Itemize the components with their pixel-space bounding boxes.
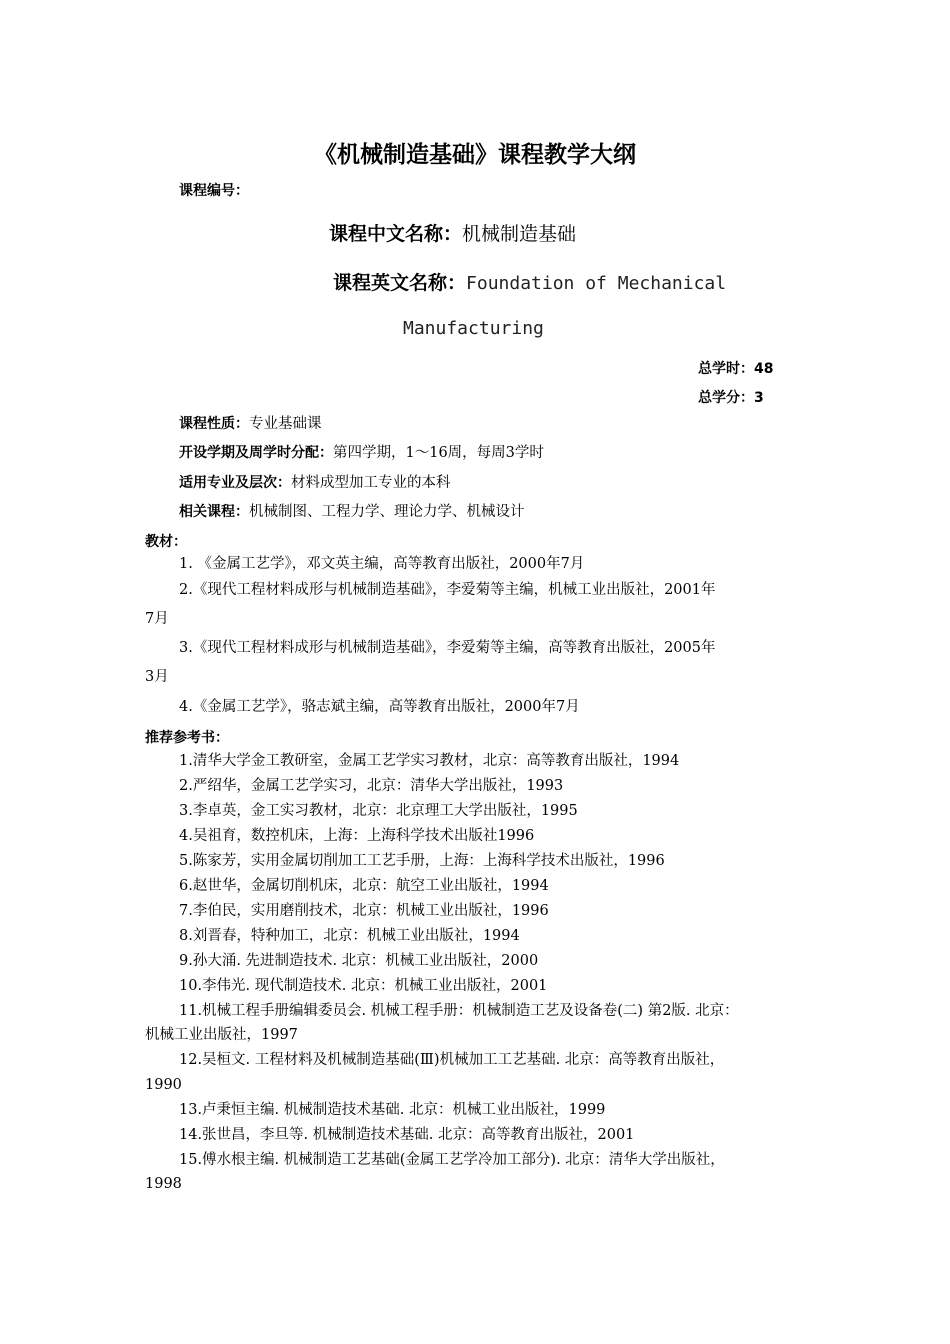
- ref-item: 5.陈家芳，实用金属切削加工工艺手册，上海：上海科学技术出版社，1996: [179, 853, 665, 869]
- related-value: 机械制图、工程力学、理论力学、机械设计: [249, 504, 525, 520]
- ref-item: 8.刘晋春，特种加工，北京：机械工业出版社，1994: [179, 928, 520, 944]
- textbook-item-cont: 7月: [145, 611, 169, 627]
- ref-item: 13.卢秉恒主编. 机械制造技术基础. 北京：机械工业出版社，1999: [179, 1102, 606, 1118]
- textbook-item: 2.《现代工程材料成形与机械制造基础》，李爱菊等主编，机械工业出版社，2001年: [179, 582, 716, 598]
- ref-item: 11.机械工程手册编辑委员会. 机械工程手册：机械制造工艺及设备卷(二) 第2版. 北京：: [179, 1003, 739, 1019]
- term-line: [179, 443, 544, 463]
- major-line: [179, 473, 451, 493]
- cn-name-label: 课程中文名称：: [329, 223, 463, 245]
- cn-name-line: [329, 219, 576, 246]
- related-label: 相关课程：: [179, 504, 249, 520]
- course-code-label: 课程编号：: [179, 183, 249, 199]
- textbook-item: 4.《金属工艺学》，骆志斌主编，高等教育出版社，2000年7月: [179, 699, 580, 715]
- term-value: 第四学期，1～16周，每周3学时: [333, 445, 544, 461]
- ref-item: 10.李伟光. 现代制造技术. 北京：机械工业出版社，2001: [179, 978, 548, 994]
- total-hours: 总学时：48: [698, 361, 774, 377]
- ref-item: 2.严绍华，金属工艺学实习，北京：清华大学出版社，1993: [179, 778, 564, 794]
- major-value: 材料成型加工专业的本科: [291, 475, 451, 491]
- textbooks-heading: 教材：: [145, 534, 187, 550]
- nature-label: 课程性质：: [179, 416, 249, 432]
- ref-item: 15.傅水根主编. 机械制造工艺基础(金属工艺学冷加工部分). 北京：清华大学出版社，: [179, 1152, 725, 1168]
- ref-item-cont: 机械工业出版社，1997: [145, 1027, 298, 1043]
- ref-item: 3.李卓英，金工实习教材，北京：北京理工大学出版社，1995: [179, 803, 578, 819]
- ref-item: 9.孙大涌. 先进制造技术. 北京：机械工业出版社，2000: [179, 953, 539, 969]
- ref-item: 14.张世昌，李旦等. 机械制造技术基础. 北京：高等教育出版社，2001: [179, 1127, 635, 1143]
- en-name-line: [333, 268, 726, 295]
- ref-item: 7.李伯民，实用磨削技术，北京：机械工业出版社，1996: [179, 903, 549, 919]
- ref-item-cont: 1998: [145, 1176, 182, 1192]
- textbook-item: 3.《现代工程材料成形与机械制造基础》，李爱菊等主编，高等教育出版社，2005年: [179, 640, 716, 656]
- ref-item: 1.清华大学金工教研室，金属工艺学实习教材，北京：高等教育出版社，1994: [179, 753, 680, 769]
- related-line: [179, 502, 525, 522]
- en-name-value-line1: Foundation of Mechanical: [466, 273, 727, 294]
- cn-name-value: 机械制造基础: [462, 223, 577, 245]
- nature-line: [179, 414, 322, 434]
- textbook-item-cont: 3月: [145, 669, 169, 685]
- refs-heading: 推荐参考书：: [145, 730, 229, 746]
- major-label: 适用专业及层次：: [179, 475, 291, 491]
- en-name-value-line2: Manufacturing: [403, 318, 544, 339]
- textbook-item: 1. 《金属工艺学》，邓文英主编，高等教育出版社，2000年7月: [179, 556, 585, 572]
- ref-item-cont: 1990: [145, 1077, 182, 1093]
- ref-item: 12.吴桓文. 工程材料及机械制造基础(Ⅲ)机械加工工艺基础. 北京：高等教育出版社，: [179, 1052, 725, 1068]
- term-label: 开设学期及周学时分配：: [179, 445, 333, 461]
- nature-value: 专业基础课: [249, 416, 322, 432]
- total-credits: 总学分：3: [698, 390, 764, 406]
- en-name-label: 课程英文名称：: [333, 272, 467, 294]
- ref-item: 6.赵世华，金属切削机床，北京：航空工业出版社，1994: [179, 878, 549, 894]
- page-title: 《机械制造基础》课程教学大纲: [314, 142, 636, 168]
- ref-item: 4.吴祖育，数控机床，上海：上海科学技术出版社1996: [179, 828, 535, 844]
